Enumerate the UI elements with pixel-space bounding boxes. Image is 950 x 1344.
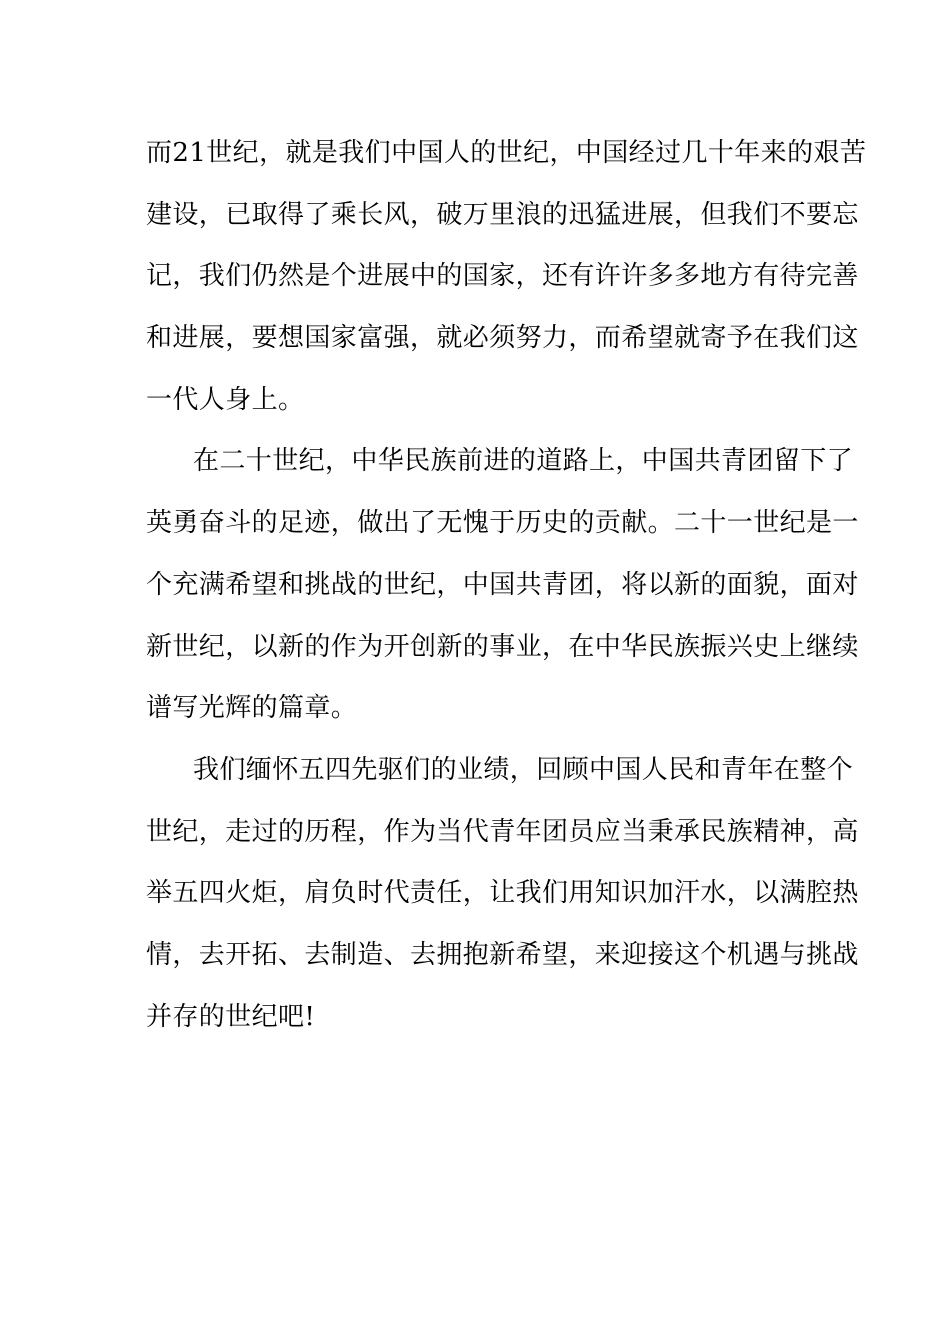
text-line: 记，我们仍然是个进展中的国家，还有许许多多地方有待完善: [146, 261, 859, 292]
text-line: 谱写光辉的篇章。: [146, 693, 358, 724]
text-line-indented: 我们缅怀五四先驱们的业绩，回顾中国人民和青年在整个: [193, 754, 854, 785]
text-line-indented: 在二十世纪，中华民族前进的道路上，中国共青团留下了: [193, 446, 854, 477]
text-line: 新世纪，以新的作为开创新的事业，在中华民族振兴史上继续: [146, 631, 859, 662]
text-line: 英勇奋斗的足迹，做出了无愧于历史的贡献。二十一世纪是一: [146, 508, 859, 539]
paragraph-3: [146, 745, 859, 1053]
text-line: 并存的世纪吧!: [146, 1001, 316, 1032]
text-line: 情，去开拓、去制造、去拥抱新希望，来迎接这个机遇与挑战: [146, 939, 859, 970]
paragraph-1: [146, 128, 867, 436]
document-body: [146, 128, 867, 1053]
text-line: 和进展，要想国家富强，就必须努力，而希望就寄予在我们这: [146, 323, 859, 354]
text-line: 个充满希望和挑战的世纪，中国共青团，将以新的面貌，面对: [146, 569, 859, 600]
text-line: 建设，已取得了乘长风，破万里浪的迅猛进展，但我们不要忘: [146, 199, 859, 230]
text-line: 世纪，走过的历程，作为当代青年团员应当秉承民族精神，高: [146, 816, 859, 847]
text-line: 举五四火炬，肩负时代责任，让我们用知识加汗水，以满腔热: [146, 878, 859, 909]
text-line: 一代人身上。: [146, 384, 305, 415]
text-line: 而21世纪，就是我们中国人的世纪，中国经过几十年来的艰苦: [146, 138, 867, 168]
paragraph-2: [146, 436, 859, 744]
